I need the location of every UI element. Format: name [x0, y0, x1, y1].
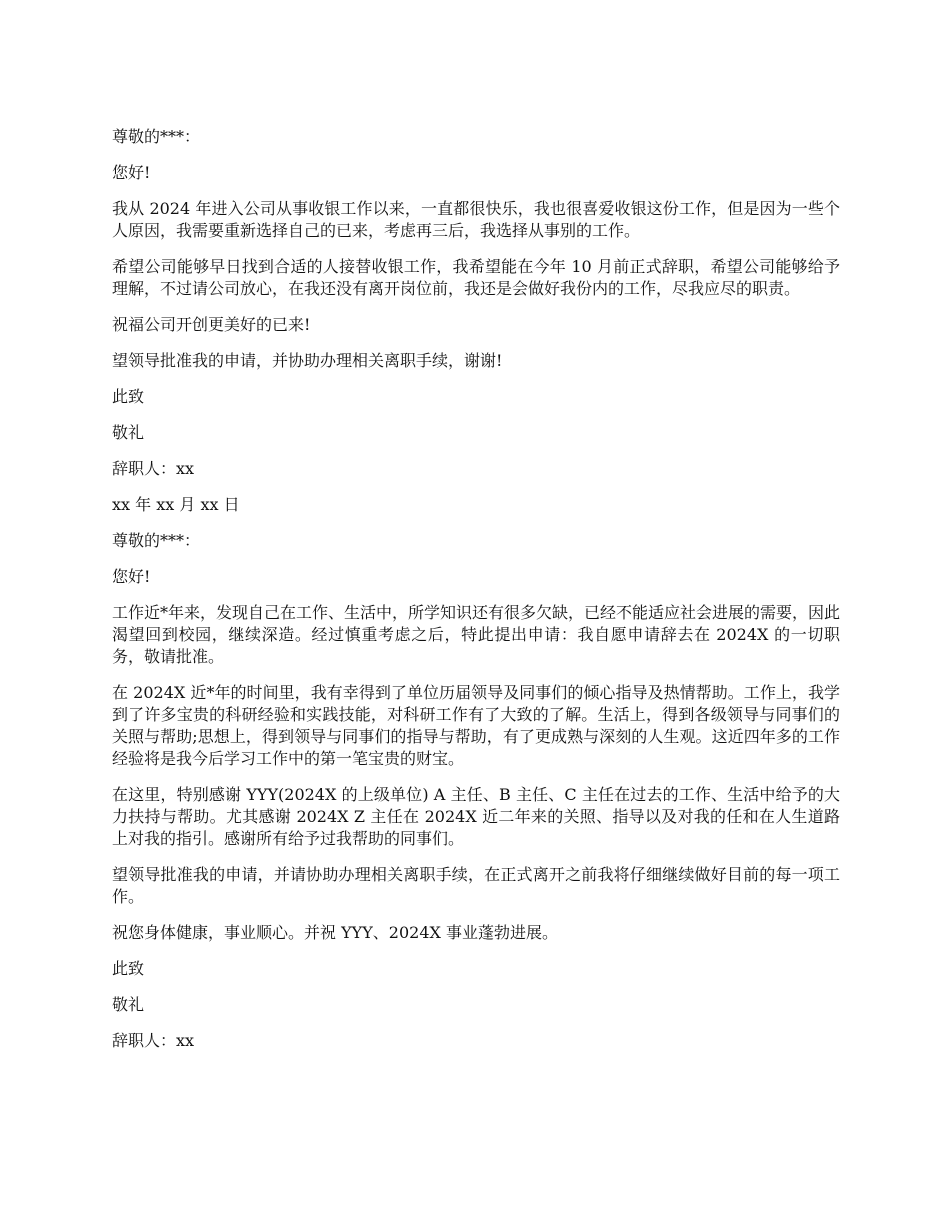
greeting: 您好! — [112, 163, 151, 182]
salutation: 尊敬的***： — [112, 127, 201, 146]
body-paragraph: 祝福公司开创更美好的已来! — [112, 315, 311, 334]
signature: 辞职人：xx — [112, 459, 195, 478]
date-line: xx 年 xx 月 xx 日 — [112, 495, 240, 514]
closing: 此致 — [112, 959, 145, 978]
body-paragraph: 在 2024X 近*年的时间里，我有幸得到了单位历届领导及同事们的倾心指导及热情帮助。工作上，我学到了许多宝贵的科研经验和实践技能，对科研工作有了大致的了解。生活上，得到各级领导与同事们的关照与帮助;思想上，得到领导与同事们的指导与帮助，有了更成熟与深刻的人生观。这近四年多的工作经验将是我今后学习工作中的第一笔宝贵的财宝。 — [112, 683, 840, 768]
closing-salute: 敬礼 — [112, 423, 145, 442]
body-paragraph: 希望公司能够早日找到合适的人接替收银工作，我希望能在今年 10 月前正式辞职，希望公司能够给予理解，不过请公司放心，在我还没有离开岗位前，我还是会做好我份内的工作，尽我应尽的职责。 — [112, 257, 840, 298]
body-paragraph: 望领导批准我的申请，并协助办理相关离职手续，谢谢! — [112, 351, 503, 370]
closing-salute: 敬礼 — [112, 995, 145, 1014]
body-paragraph: 在这里，特别感谢 YYY(2024X 的上级单位) A 主任、B 主任、C 主任在过去的工作、生活中给予的大力扶持与帮助。尤其感谢 2024X Z 主任在 2024X 近二年来的关照、指导以及对我的任和在人生道路上对我的指引。感谢所有给予过我帮助的同事们。 — [112, 785, 840, 848]
body-paragraph: 望领导批准我的申请，并请协助办理相关离职手续，在正式离开之前我将仔细继续做好目前的每一项工作。 — [112, 865, 840, 906]
salutation: 尊敬的***： — [112, 531, 201, 550]
body-paragraph: 祝您身体健康，事业顺心。并祝 YYY、2024X 事业蓬勃进展。 — [112, 923, 558, 942]
greeting: 您好! — [112, 567, 151, 586]
signature: 辞职人：xx — [112, 1031, 195, 1050]
body-paragraph: 我从 2024 年进入公司从事收银工作以来，一直都很快乐，我也很喜爱收银这份工作，但是因为一些个人原因，我需要重新选择自己的已来，考虑再三后，我选择从事别的工作。 — [112, 199, 840, 240]
document-body — [112, 126, 840, 1066]
closing: 此致 — [112, 387, 145, 406]
body-paragraph: 工作近*年来，发现自己在工作、生活中，所学知识还有很多欠缺，已经不能适应社会进展的需要，因此渴望回到校园，继续深造。经过慎重考虑之后，特此提出申请：我自愿申请辞去在 2024X 的一切职务，敬请批准。 — [112, 603, 841, 666]
